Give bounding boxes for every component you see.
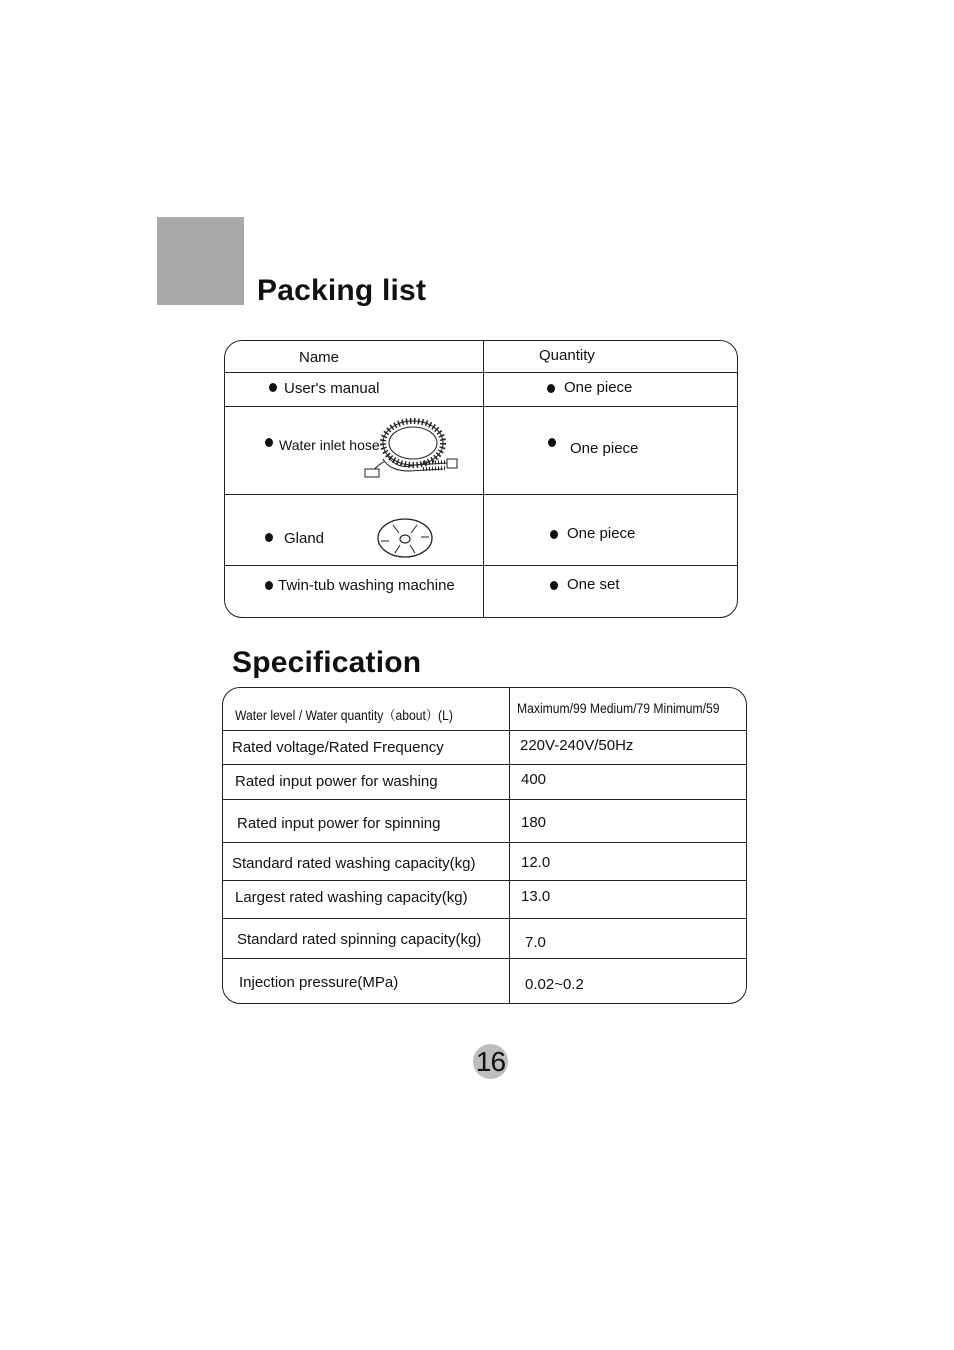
spec-value: Maximum/99 Medium/79 Minimum/59 xyxy=(517,701,720,716)
item-name: Gland xyxy=(284,530,325,547)
item-name: User's manual xyxy=(284,380,380,397)
spec-label: Injection pressure(MPa) xyxy=(239,974,399,991)
column-divider xyxy=(509,688,510,1004)
specification-table xyxy=(222,687,747,1004)
bullet-icon xyxy=(548,438,556,447)
row-divider xyxy=(225,494,737,495)
row-divider xyxy=(223,880,746,881)
spec-value: 180 xyxy=(521,814,547,831)
spec-value: 400 xyxy=(521,771,547,788)
item-quantity: One piece xyxy=(564,379,633,396)
packing-list-table xyxy=(224,340,738,618)
name-column-header: Name xyxy=(299,349,340,366)
spec-value: 12.0 xyxy=(521,854,551,871)
item-name: Twin-tub washing machine xyxy=(278,577,455,594)
quantity-column-header: Quantity xyxy=(539,347,595,364)
spec-value: 7.0 xyxy=(525,934,546,951)
row-divider xyxy=(225,372,737,373)
bullet-icon xyxy=(550,530,558,539)
item-name: Water inlet hose xyxy=(279,437,380,453)
spec-label: Rated input power for washing xyxy=(235,773,438,790)
spec-value: 220V-240V/50Hz xyxy=(520,737,634,754)
item-quantity: One piece xyxy=(570,440,639,457)
water-inlet-hose-icon xyxy=(363,413,463,477)
row-divider xyxy=(225,565,737,566)
spec-label: Standard rated spinning capacity(kg) xyxy=(237,931,482,948)
row-divider xyxy=(223,958,746,959)
bullet-icon xyxy=(547,384,555,393)
page-number: 16 xyxy=(473,1044,508,1079)
spec-label: Largest rated washing capacity(kg) xyxy=(235,889,468,906)
row-divider xyxy=(223,764,746,765)
bullet-icon xyxy=(269,383,277,392)
item-quantity: One piece xyxy=(567,525,636,542)
item-quantity: One set xyxy=(567,576,620,593)
row-divider xyxy=(223,842,746,843)
spec-value: 0.02~0.2 xyxy=(525,976,584,993)
spec-value: 13.0 xyxy=(521,888,551,905)
row-divider xyxy=(223,799,746,800)
column-divider xyxy=(483,341,484,618)
bullet-icon xyxy=(265,581,273,590)
section-marker-block xyxy=(157,217,244,305)
bullet-icon xyxy=(550,581,558,590)
spec-label: Standard rated washing capacity(kg) xyxy=(232,855,476,872)
spec-label: Rated input power for spinning xyxy=(237,815,441,832)
specification-title: Specification xyxy=(232,646,422,679)
row-divider xyxy=(225,406,737,407)
gland-icon xyxy=(375,517,435,559)
bullet-icon xyxy=(265,533,273,542)
row-divider xyxy=(223,918,746,919)
spec-label: Rated voltage/Rated Frequency xyxy=(232,739,444,756)
spec-label: Water level / Water quantity（about）(L) xyxy=(235,708,453,723)
row-divider xyxy=(223,730,746,731)
bullet-icon xyxy=(265,438,273,447)
packing-list-title: Packing list xyxy=(257,274,427,307)
